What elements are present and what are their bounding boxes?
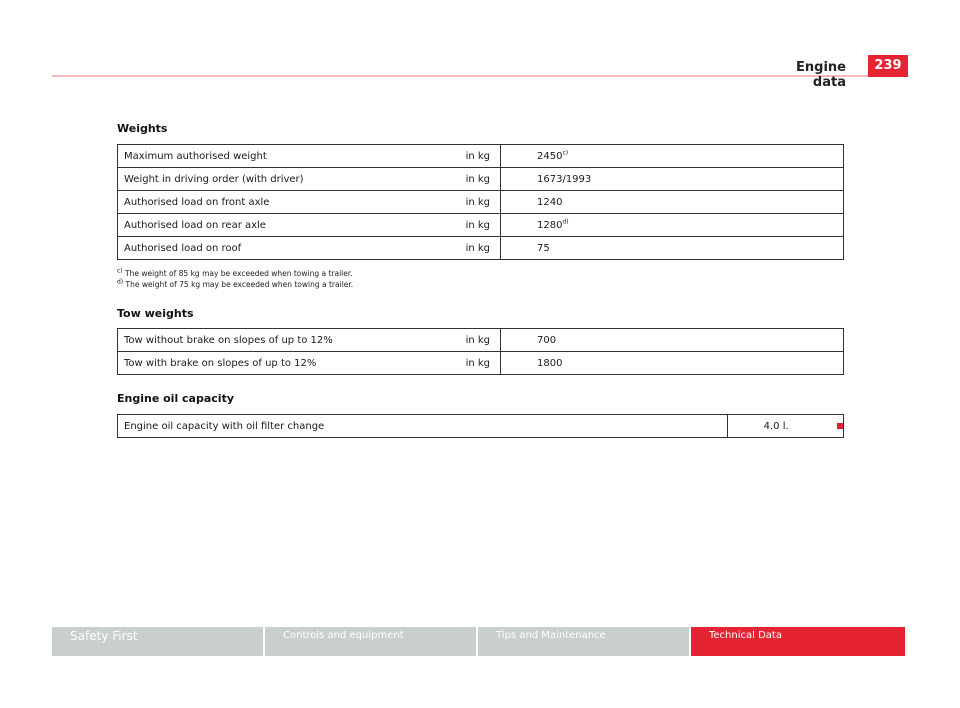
- row-label: Authorised load on rear axle: [118, 214, 443, 237]
- row-unit: in kg: [442, 214, 501, 237]
- row-unit: in kg: [442, 237, 501, 260]
- footnote: $^{c)}$ The weight of 85 kg may be exceeded when towing a trailer.: [117, 267, 353, 278]
- row-label: Maximum authorised weight: [118, 145, 443, 168]
- row-value: 1280$^{d)}$: [501, 214, 844, 237]
- tab-tips-and-maintenance[interactable]: Tips and Maintenance: [478, 627, 689, 656]
- page-number: 239: [868, 55, 908, 77]
- tab-safety-first[interactable]: Safety First: [52, 627, 263, 656]
- footnotes: [117, 268, 353, 290]
- row-unit: in kg: [442, 329, 501, 352]
- row-value: 1673/1993: [501, 168, 844, 191]
- table-row: [118, 352, 844, 375]
- row-unit: in kg: [442, 145, 501, 168]
- table-row: [118, 415, 844, 438]
- row-label: Authorised load on roof: [118, 237, 443, 260]
- table-row: [118, 145, 844, 168]
- end-marker-icon: [837, 423, 843, 429]
- row-unit: in kg: [442, 191, 501, 214]
- row-value: 1800: [501, 352, 844, 375]
- row-value: 2450$^{c)}$: [501, 145, 844, 168]
- table-row: [118, 329, 844, 352]
- page-title: Engine data: [796, 60, 846, 90]
- footer-nav: [52, 627, 908, 656]
- engine-oil-heading: Engine oil capacity: [117, 392, 234, 405]
- row-label: Tow without brake on slopes of up to 12%: [118, 329, 443, 352]
- engine-oil-table: [117, 414, 844, 438]
- footnote: $^{d)}$ The weight of 75 kg may be exceeded when towing a trailer.: [117, 278, 354, 289]
- table-row: [118, 191, 844, 214]
- tab-technical-data[interactable]: Technical Data: [691, 627, 905, 656]
- row-value: 75: [501, 237, 844, 260]
- row-label: Weight in driving order (with driver): [118, 168, 443, 191]
- footnote-ref: d): [562, 218, 569, 226]
- tow-weights-table: [117, 328, 844, 375]
- table-row: [118, 168, 844, 191]
- table-row: [118, 237, 844, 260]
- row-value: 1240: [501, 191, 844, 214]
- weights-heading: Weights: [117, 122, 168, 135]
- weights-table: [117, 144, 844, 260]
- table-row: [118, 214, 844, 237]
- row-label: Tow with brake on slopes of up to 12%: [118, 352, 443, 375]
- row-unit: in kg: [442, 352, 501, 375]
- tow-weights-heading: Tow weights: [117, 307, 194, 320]
- row-label: Authorised load on front axle: [118, 191, 443, 214]
- row-unit: in kg: [442, 168, 501, 191]
- footnote-ref: c): [562, 149, 569, 157]
- row-value: 4.0 l.: [727, 415, 843, 438]
- tab-controls-and-equipment[interactable]: Controls and equipment: [265, 627, 476, 656]
- row-label: Engine oil capacity with oil filter change: [118, 415, 728, 438]
- row-value: 700: [501, 329, 844, 352]
